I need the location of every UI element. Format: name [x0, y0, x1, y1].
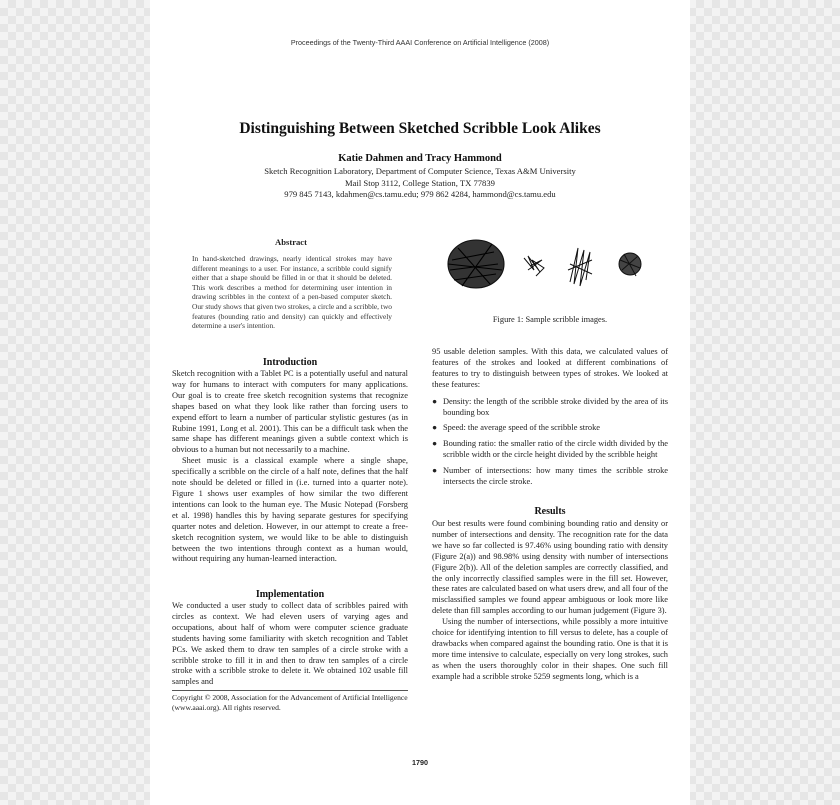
scribble-circle-filled: [619, 253, 641, 276]
scribble-small-zigzag: [524, 256, 544, 276]
results-body: [432, 519, 668, 683]
results-paragraph: Using the number of intersections, while possibly a more intuitive choice for identifying intention to fill versus to delete, has a couple of drawbacks when compared against the bounding ratio. One is that it is more time intensive to calculate, especially on very long strokes, such as when the users thoroughly color in their shapes. One such fill example had a scribble stroke 5259 segments long, which is a: [432, 617, 668, 681]
implementation-body: [172, 601, 408, 688]
affiliation: [150, 166, 690, 201]
bullet-icon: ●: [432, 423, 438, 433]
bullet-icon: ●: [432, 439, 438, 449]
proceedings-header: Proceedings of the Twenty-Third AAAI Conference on Artificial Intelligence (2008): [290, 38, 550, 47]
results-paragraph: Our best results were found combining bounding ratio and density or number of intersections and density. The recognition rate for the data we have so far collected is 97.46% using bounding ratio with density (Figure 2(a)) and 98.98% using density with number of intersections (Figure 2(b)). All of the deletion samples are correctly classified, and the only incorrectly classified samples were in the fill set. However, these rates are calculated based on what users drew, and all four of the misclassified samples we found appear ambiguous or look more like delete than fill samples according to our human judgement (Figure 3).: [432, 519, 668, 616]
implementation-heading: Implementation: [255, 589, 325, 600]
copyright-notice: Copyright © 2008, Association for the Advancement of Artificial Intelligence (www.aaai.org). All rights reserved.: [172, 690, 408, 713]
list-item: ● Number of intersections: how many times the scribble stroke intersects the circle stroke.: [432, 466, 668, 487]
bullet-icon: ●: [432, 396, 438, 406]
scribble-dense-blob: [448, 240, 504, 288]
paper-page: [150, 0, 690, 805]
abstract-heading: Abstract: [275, 237, 307, 247]
introduction-heading: Introduction: [262, 357, 318, 368]
list-item: ● Bounding ratio: the smaller ratio of the circle width divided by the scribble width or the circle height divided by the scribble height: [432, 439, 668, 460]
page-number: 1790: [412, 758, 428, 767]
introduction-body: [172, 369, 408, 565]
list-item: ● Speed: the average speed of the scribble stroke: [432, 423, 600, 433]
abstract-text: In hand-sketched drawings, nearly identical strokes may have different meanings to a user. For instance, a scribble could signify either that a shape should be filled in or that it should be deleted. This work describes a method for determining user intention in drawing scribbles in the context of a pen-based computer sketch. Our study shows that given two strokes, a circle and a scribble, two features (bounding ratio and density) can quickly and effectively determine a user's intention.: [192, 254, 392, 331]
features-intro: 95 usable deletion samples. With this data, we calculated values of features of the strokes and looked at different combinations of features to try to distinguish between types of strokes. We looked at these features:: [432, 347, 668, 389]
affiliation-line: Sketch Recognition Laboratory, Department of Computer Science, Texas A&M University: [264, 166, 576, 176]
introduction-paragraph: Sketch recognition with a Tablet PC is a potentially useful and natural way for humans to interact with computers for many applications. Our goal is to create free sketch recognition systems that recognize shapes based on what they look like rather than forcing users to expend effort to learn a number of particular stylistic gestures (as in Rubine 1991, Long et al. 2001). This can be a difficult task when the same shape has different meanings given a subtle context which is obvious to a human but not necessarily to a machine.: [172, 369, 408, 455]
list-item: ● Density: the length of the scribble stroke divided by the area of its bounding box: [432, 396, 668, 417]
implementation-paragraph: We conducted a user study to collect data of scribbles paired with circles as context. We had eleven users of varying ages and occupations, about half of whom were computer science graduate students having some familiarity with sketch recognition and Tablet PCs. We asked them to draw ten samples of a circle stroke with a scribble stroke to fill it in and then to draw ten samples of a circle stroke with a scribble stroke to delete it. We obtained 102 usable fill samples and: [172, 601, 408, 687]
affiliation-line: Mail Stop 3112, College Station, TX 77839: [345, 177, 495, 188]
scribble-vertical-strokes: [568, 248, 592, 286]
bullet-icon: ●: [432, 466, 438, 476]
paper-authors: Katie Dahmen and Tracy Hammond: [338, 153, 502, 164]
introduction-paragraph: Sheet music is a classical example where a single shape, specifically a scribble on the circle of a half note, defines that the half note should be deleted or filled in (i.e. turned into a quarter note). Figure 1 shows user examples of how similar the two different intentions can look to the human eye. The Music Notepad (Forsberg et al. 1998) handles this by having separate gestures for specifying quarter notes and deletion. However, in our attempt to create a free-sketch recognition system, we would like to be able to distinguish between the two intentions through context as a human would, without requiring any human-learned interaction.: [172, 456, 408, 564]
results-heading: Results: [534, 506, 566, 517]
figure-1-scribbles: [432, 230, 668, 300]
features-list: [432, 397, 668, 488]
affiliation-line: 979 845 7143, kdahmen@cs.tamu.edu; 979 862 4284, hammond@cs.tamu.edu: [284, 189, 556, 200]
figure-1-caption: Figure 1: Sample scribble images.: [492, 315, 608, 324]
right-column-intro: [432, 347, 668, 493]
paper-title: Distinguishing Between Sketched Scribble Look Alikes: [239, 120, 601, 137]
